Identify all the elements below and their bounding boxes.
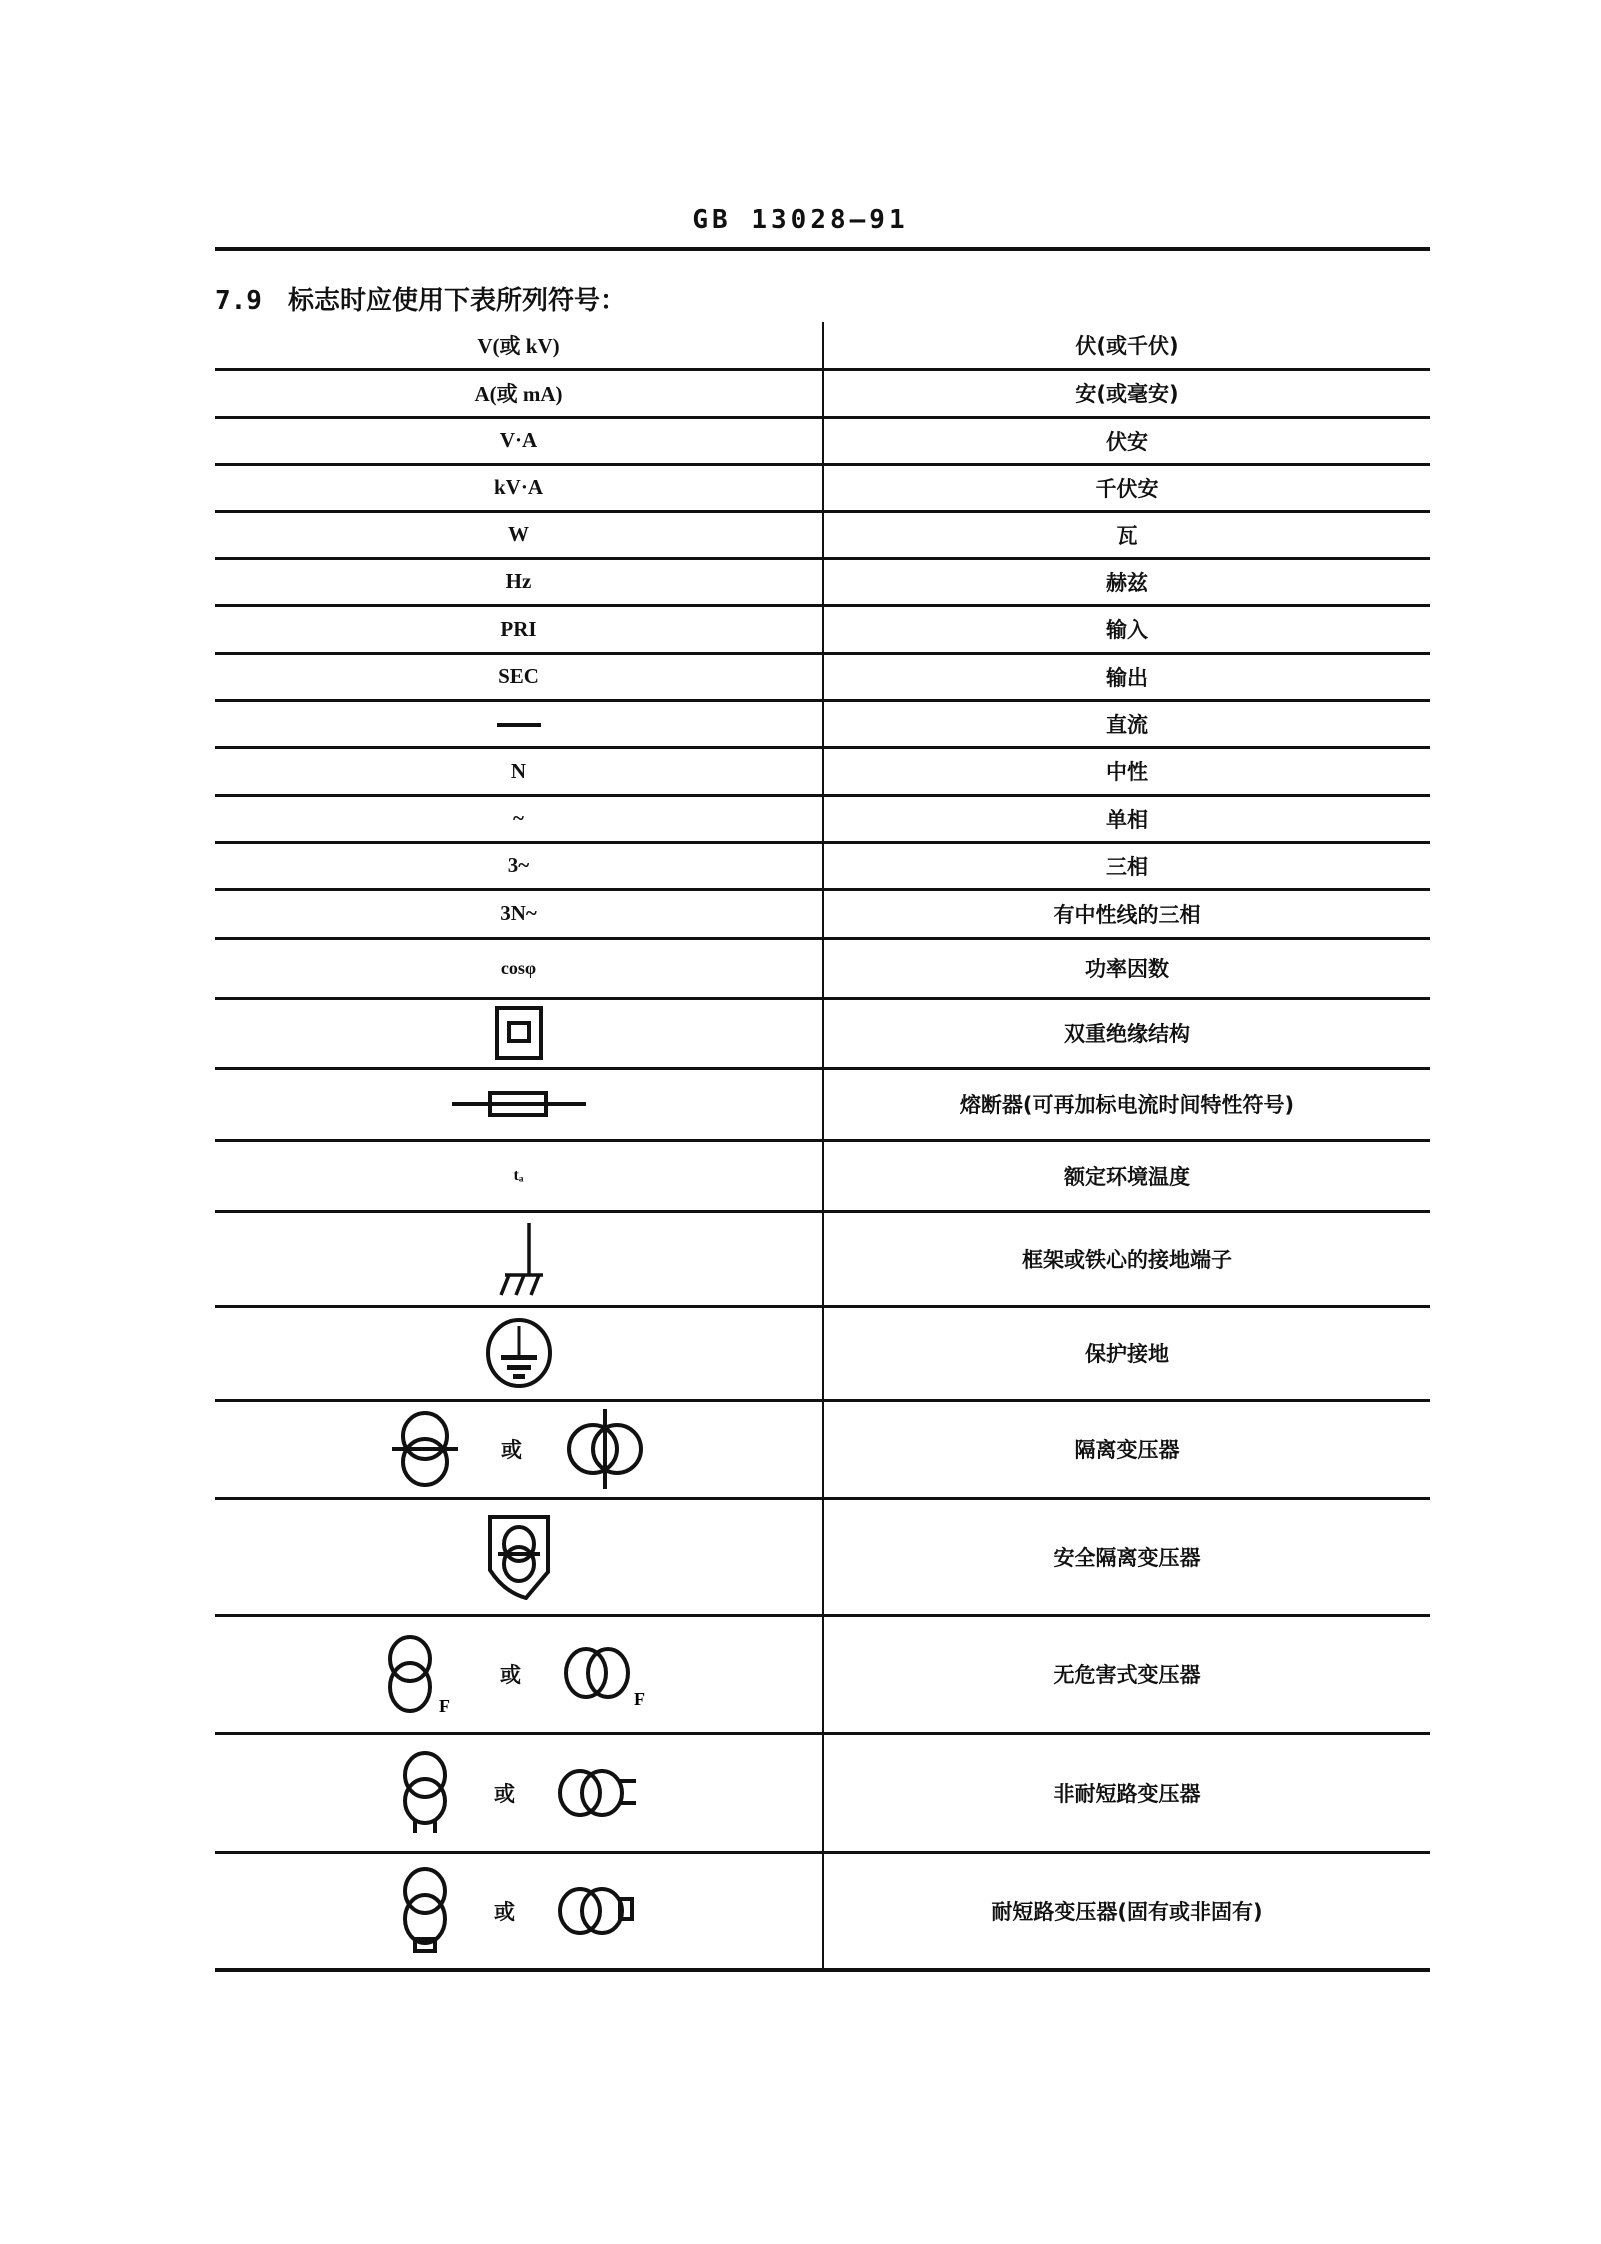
symbol-cell: tₐ [215, 1140, 823, 1211]
meaning-cell: 输入 [823, 605, 1430, 653]
non-short-circuit-proof-transformer-horizontal-icon [556, 1765, 640, 1821]
dc-line-icon [497, 720, 541, 730]
meaning-cell: 额定环境温度 [823, 1140, 1430, 1211]
table-row [215, 322, 1430, 369]
symbol-cell [215, 1733, 823, 1852]
table-row [215, 1498, 1430, 1615]
symbol-cell [215, 1068, 823, 1140]
meaning-cell: 熔断器(可再加标电流时间特性符号) [823, 1068, 1430, 1140]
short-circuit-proof-transformer-horizontal-icon [556, 1883, 640, 1939]
table-row [215, 747, 1430, 795]
symbol-cell: W [215, 511, 823, 558]
table-row [215, 1140, 1430, 1211]
symbol-cell: Hz [215, 558, 823, 605]
symbol-cell [215, 700, 823, 747]
meaning-cell: 非耐短路变压器 [823, 1733, 1430, 1852]
fail-safe-transformer-vertical-icon [385, 1634, 459, 1714]
table-row [215, 889, 1430, 938]
symbol-cell: V·A [215, 417, 823, 464]
table-row [215, 511, 1430, 558]
table-row [215, 1615, 1430, 1733]
table-row [215, 795, 1430, 842]
table-row [215, 1211, 1430, 1306]
symbol-cell [215, 1852, 823, 1970]
symbol-cell: 3N~ [215, 889, 823, 938]
meaning-cell: 有中性线的三相 [823, 889, 1430, 938]
symbol-cell: ~ [215, 795, 823, 842]
table-row [215, 464, 1430, 511]
symbol-cell [215, 1400, 823, 1498]
meaning-cell: 瓦 [823, 511, 1430, 558]
symbol-cell [215, 1498, 823, 1615]
double-insulation-icon [494, 1005, 544, 1061]
table-row [215, 558, 1430, 605]
meaning-cell: 耐短路变压器(固有或非固有) [823, 1852, 1430, 1970]
table-row [215, 369, 1430, 417]
standard-code-header: GB 13028—91 [692, 205, 909, 235]
symbol-cell: N [215, 747, 823, 795]
safety-isolating-transformer-icon [486, 1514, 552, 1600]
svg-text:F: F [438, 1696, 450, 1714]
table-row [215, 700, 1430, 747]
symbol-cell: PRI [215, 605, 823, 653]
meaning-cell: 安(或毫安) [823, 369, 1430, 417]
table-row [215, 1306, 1430, 1400]
meaning-cell: 千伏安 [823, 464, 1430, 511]
meaning-cell: 伏安 [823, 417, 1430, 464]
meaning-cell: 单相 [823, 795, 1430, 842]
meaning-cell: 伏(或千伏) [823, 322, 1430, 369]
symbol-cell [215, 1306, 823, 1400]
symbol-cell: cosφ [215, 938, 823, 998]
or-label: 或 [501, 1438, 522, 1462]
table-row [215, 1068, 1430, 1140]
non-short-circuit-proof-transformer-vertical-icon [397, 1751, 453, 1835]
svg-text:F: F [634, 1689, 646, 1709]
table-row [215, 653, 1430, 700]
symbol-cell [215, 1211, 823, 1306]
meaning-cell: 赫兹 [823, 558, 1430, 605]
symbol-cell: SEC [215, 653, 823, 700]
symbol-cell: V(或 kV) [215, 322, 823, 369]
meaning-cell: 隔离变压器 [823, 1400, 1430, 1498]
isolating-transformer-horizontal-icon [563, 1407, 647, 1491]
table-row [215, 1400, 1430, 1498]
meaning-cell: 输出 [823, 653, 1430, 700]
frame-earth-icon [491, 1221, 547, 1297]
meaning-cell: 无危害式变压器 [823, 1615, 1430, 1733]
table-row [215, 1733, 1430, 1852]
meaning-cell: 安全隔离变压器 [823, 1498, 1430, 1615]
header-rule [215, 247, 1430, 251]
meaning-cell: 框架或铁心的接地端子 [823, 1211, 1430, 1306]
or-label: 或 [494, 1781, 515, 1806]
table-row [215, 842, 1430, 889]
table-row [215, 1852, 1430, 1970]
symbol-cell: 3~ [215, 842, 823, 889]
table-row [215, 998, 1430, 1068]
meaning-cell: 保护接地 [823, 1306, 1430, 1400]
symbol-cell: A(或 mA) [215, 369, 823, 417]
meaning-cell: 中性 [823, 747, 1430, 795]
isolating-transformer-vertical-icon [390, 1409, 460, 1489]
symbols-table [215, 322, 1430, 1972]
fuse-icon [452, 1090, 586, 1118]
meaning-cell: 直流 [823, 700, 1430, 747]
table-row [215, 417, 1430, 464]
section-number: 7.9 [215, 286, 262, 316]
or-label: 或 [500, 1663, 521, 1687]
section-heading [215, 280, 626, 317]
table-row [215, 938, 1430, 998]
meaning-cell: 双重绝缘结构 [823, 998, 1430, 1068]
section-title-text: 标志时应使用下表所列符号： [287, 286, 626, 316]
meaning-cell: 三相 [823, 842, 1430, 889]
fail-safe-transformer-horizontal-icon [562, 1639, 652, 1709]
symbol-cell [215, 998, 823, 1068]
meaning-cell: 功率因数 [823, 938, 1430, 998]
symbol-cell [215, 1615, 823, 1733]
short-circuit-proof-transformer-vertical-icon [397, 1867, 453, 1955]
symbol-cell: kV·A [215, 464, 823, 511]
or-label: 或 [494, 1899, 515, 1924]
protective-earth-icon [484, 1316, 554, 1390]
table-row [215, 605, 1430, 653]
